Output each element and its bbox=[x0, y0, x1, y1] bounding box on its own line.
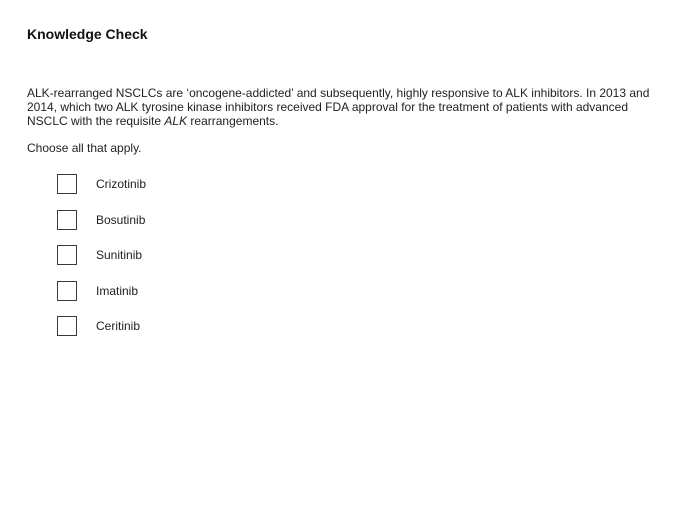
checkbox-imatinib[interactable] bbox=[57, 281, 77, 301]
instruction-text: Choose all that apply. bbox=[27, 141, 142, 155]
option-label-sunitinib[interactable]: Sunitinib bbox=[96, 248, 143, 262]
question-text-part2: rearrangements. bbox=[187, 114, 279, 128]
checkbox-crizotinib[interactable] bbox=[57, 174, 77, 194]
checkbox-bosutinib[interactable] bbox=[57, 210, 77, 230]
question-text-part1: ALK-rearranged NSCLCs are ‘oncogene-addicted’ and subsequently, highly responsive to ALK inhibitors. In 2013 and 2014, which two ALK tyrosine kinase inhibitors received FDA approval for the treatment of patients with advanced NSCLC with the requisite bbox=[27, 86, 650, 128]
option-bosutinib[interactable] bbox=[57, 208, 146, 232]
option-imatinib[interactable] bbox=[57, 279, 146, 303]
checkbox-sunitinib[interactable] bbox=[57, 245, 77, 265]
question-text-emphasis: ALK bbox=[164, 114, 188, 128]
page-title: Knowledge Check bbox=[27, 26, 148, 42]
checkbox-ceritinib[interactable] bbox=[57, 316, 77, 336]
option-sunitinib[interactable] bbox=[57, 243, 146, 267]
option-label-crizotinib[interactable]: Crizotinib bbox=[96, 177, 147, 191]
option-label-ceritinib[interactable]: Ceritinib bbox=[96, 319, 141, 333]
option-label-bosutinib[interactable]: Bosutinib bbox=[96, 212, 146, 227]
question-text bbox=[27, 86, 667, 128]
option-label-imatinib[interactable]: Imatinib bbox=[96, 283, 139, 298]
answer-options-list bbox=[57, 172, 146, 350]
option-crizotinib[interactable] bbox=[57, 172, 146, 196]
option-ceritinib[interactable] bbox=[57, 314, 146, 338]
